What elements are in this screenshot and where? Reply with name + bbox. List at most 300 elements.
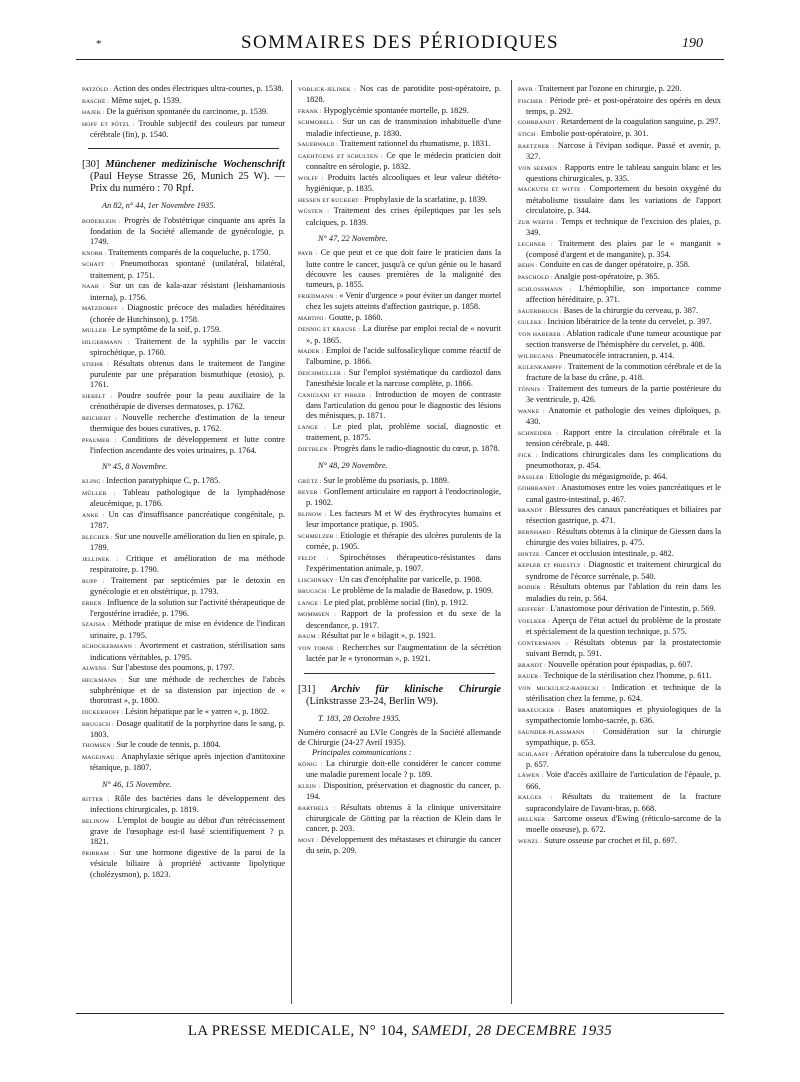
entry-title: Bases de la chirurgie du cerveau, p. 387. (561, 305, 699, 315)
entry-title: Infection paratyphique C, p. 1785. (104, 476, 221, 486)
entry-author: BRUGSCH : (298, 589, 330, 596)
list-item (298, 444, 501, 455)
list-item (518, 141, 721, 163)
list-item (298, 346, 501, 368)
entry-author: SCHOCKERMANN : (82, 644, 137, 651)
entry-title: Traitement de la syphilis par le vaccin spirochétique, p. 1760. (90, 336, 285, 358)
entry-author: VOBLICK-JELINEK : (298, 87, 357, 93)
issue-heading: N° 46, 15 Novembre. (102, 779, 172, 789)
entry-author: ZUR WERTH : (518, 219, 558, 226)
entry-title: Période pré- et post-opératoire des opérés en deux temps, p. 292. (526, 95, 721, 116)
entry-title: Action des ondes électriques ultra-courtes, p. 1538. (111, 84, 284, 93)
entry-author: HESSEN ET RUCKERT : (298, 197, 363, 204)
entry-title: Analgie post-opératoire, p. 365. (552, 272, 660, 282)
journal-address: (Linkstrasse 23-24, Berlin W9). (306, 695, 439, 707)
entry-title: Traitement des crises épileptiques par les sels calciques, p. 1839. (306, 206, 501, 227)
list-item (82, 84, 285, 95)
entry-title: Influence de la solution sur l'activité thérapeutique de l'ergostérine irradiée, p. 1796. (90, 597, 285, 618)
entry-author: MOMMSEN : (298, 612, 336, 619)
entry-author: WENZL : (518, 839, 543, 846)
list-item (82, 675, 285, 707)
entry-author: SCHMELZER : (298, 533, 338, 540)
entry-author: BEHN : (518, 263, 538, 270)
entry-author: BASCHÉ : (82, 98, 110, 105)
entry-title: Introduction de moyen de contraste dans l'articulation du genou pour le diagnostic des lésions des ménisques, p. 1871. (306, 389, 501, 421)
entry-author: MÜLLER : (82, 491, 116, 498)
entry-title: Sur le coude de tennis, p. 1804. (114, 740, 221, 750)
entry-author: CANIGIANI ET PIRKER : (298, 392, 372, 399)
entry-title: Temps et technique de l'excision des plaies, p. 349. (526, 216, 721, 237)
entry-author: BAETZNER : (518, 143, 555, 150)
entry-title: Etiologie et thérapie des ulcères purulents de la cornée, p. 1905. (306, 530, 501, 552)
entry-author: SCHMORELL : (298, 120, 339, 127)
issue-heading: N° 45, 8 Novembre. (102, 462, 168, 472)
entry-author: PAYR : (518, 87, 537, 93)
entry-author: VON SEEMEN : (518, 165, 562, 172)
entry-author: SIEBELT : (82, 393, 113, 400)
entry-title: Narcose à l'évipan sodique. Passé et avenir, p. 327. (526, 140, 721, 161)
entry-title: Gonflement articulaire en rapport à l'endocrinologie, p. 1902. (306, 487, 501, 508)
entry-author: ALWENS : (82, 666, 110, 673)
entry-author: GAEHTGENS ET SCHULTEN : (298, 153, 383, 160)
footer-issue: N° 104, (358, 1023, 408, 1039)
entry-title: Traitement de la commotion cérébrale et de la fracture de la base du crâne, p. 418. (526, 362, 721, 383)
entry-author: BLECHER : (82, 534, 113, 541)
entry-author: WANKE : (518, 408, 545, 415)
entry-author: LECHNER : (518, 241, 553, 248)
list-item (518, 129, 721, 140)
entry-title: Aération opératoire dans la tuberculose du genou, p. 657. (526, 748, 721, 769)
page-number: 190 (682, 36, 703, 51)
list-item (82, 510, 285, 532)
list-item (518, 505, 721, 527)
list-item (518, 604, 721, 615)
list-item (82, 248, 285, 259)
entry-author: FICK : (518, 452, 538, 459)
list-item (82, 663, 285, 674)
list-item (518, 792, 721, 814)
list-item (298, 643, 501, 665)
list-item (298, 759, 501, 781)
list-item (298, 803, 501, 835)
entry-title: Diagnostic précoce des maladies héréditaires (chorée de Hutchinson), p. 1758. (90, 303, 285, 324)
list-item (82, 391, 285, 413)
list-item (298, 84, 501, 106)
list-item (298, 422, 501, 444)
entry-list (82, 216, 285, 457)
list-item (518, 96, 721, 118)
entry-author: VON MICKULICZ-RADECKI : (518, 685, 606, 692)
list-item (518, 472, 721, 483)
list-item (298, 609, 501, 631)
list-item (518, 705, 721, 727)
entry-title: Traitement des tumeurs de la partie postérieure du 3e ventricule, p. 426. (526, 384, 721, 405)
entry-title: Rôle des bactéries dans le développement des infections chirurgicales, p. 1819. (90, 793, 285, 815)
entry-author: BARTHELS : (298, 805, 336, 812)
entry-title: Un cas d'encéphalite par varicelle, p. 1908. (337, 574, 482, 584)
entry-author: BRUGSCH : (82, 721, 114, 728)
entry-title: Anastomoses entre les voies pancréatiques et le canal gastro-intestinal, p. 467. (526, 483, 721, 504)
issue-heading: N° 48, 29 Novembre. (318, 461, 388, 471)
list-item (82, 707, 285, 718)
entry-author: RUPP : (82, 578, 105, 585)
entry-title: Résultats du traitement de la fracture supracondylaire de l'avant-bras, p. 668. (526, 792, 721, 813)
entry-title: Emploi de l'acide sulfosalicylique comme réactif de l'albumine, p. 1866. (306, 346, 501, 367)
entry-title: Cancer et occlusion intestinale, p. 482. (543, 548, 674, 558)
entry-author: GOHRBANDT : (518, 120, 559, 127)
entry-author: BAUM : (298, 634, 320, 641)
entry-author: BRAEUCKER : (518, 707, 561, 714)
footer-day: SAMEDI, (411, 1023, 472, 1039)
entry-author: SEIFFERT : (518, 607, 549, 614)
entry-author: KEPLER ET PRIESTLY : (518, 563, 586, 570)
entry-author: FELDT : (298, 555, 329, 562)
list-item (518, 527, 721, 549)
entry-author: LANGE : (298, 425, 326, 432)
entry-author: SCHATT : (82, 262, 114, 269)
entry-title: Blessures des canaux pancréatiques et biliaires par résection gastrique, p. 471. (526, 505, 721, 526)
entry-title: Rapports entre le tableau sanguin blanc et les questions chirurgicales, p. 335. (526, 162, 721, 183)
entry-author: VOELKER : (518, 618, 550, 625)
footer-date: 28 DECEMBRE 1935 (475, 1023, 613, 1039)
entry-author: FRIEDMANN : (298, 293, 338, 300)
list-item (298, 368, 501, 390)
header-rule (76, 59, 724, 60)
entry-title: Rapport entre la circulation cérébrale et la tension cérébrale, p. 448. (526, 427, 721, 449)
journal-heading-30 (82, 159, 285, 195)
entry-author: GRÜTZ : (298, 478, 322, 485)
column-separator (291, 80, 292, 1004)
entry-title: Suture osseuse par crochet et fil, p. 697. (542, 836, 677, 846)
entry-author: SAUERWALD : (298, 142, 338, 149)
entry-title: Nouvelle opération pour épispadias, p. 607. (545, 659, 693, 669)
list-item (518, 184, 721, 216)
entry-title: Sur le problème du psoriasis, p. 1889. (321, 475, 450, 485)
list-item (518, 351, 721, 362)
list-item (82, 488, 285, 510)
list-item (518, 671, 721, 682)
list-item (82, 303, 285, 325)
entry-title: Sur un cas de kala-azar résistant (leishamaniosis interna), p. 1756. (90, 281, 285, 302)
entry-title: La chirurgie doit-elle considérer le cancer comme une maladie purement locale ? p. 189. (306, 758, 501, 780)
entry-author: KULENKAMPFF : (518, 365, 566, 372)
entry-title: Ce que le médecin praticien doit connaître en sérologie, p. 1832. (306, 150, 501, 172)
list-item (82, 794, 285, 816)
list-item (82, 435, 285, 457)
list-item (298, 781, 501, 803)
entry-author: PAYR : (298, 251, 318, 258)
entry-list (298, 759, 501, 857)
entry-title: Goutte, p. 1860. (326, 312, 383, 322)
entry-author: WILDEGANS : (518, 353, 558, 360)
entry-author: VON TORNE : (298, 645, 339, 652)
entry-author: HECKMANN : (82, 677, 124, 684)
issue-heading: An 82, n° 44, 1er Novembre 1935. (102, 201, 216, 211)
list-item (518, 239, 721, 261)
entry-title: Avortement et castration, stérilisation sans indications véritables, p. 1795. (90, 641, 285, 662)
entry-title: Conduite en cas de danger opératoire, p. 358. (537, 260, 690, 270)
footer-rule (76, 1013, 724, 1014)
list-item (82, 281, 285, 303)
entry-title: Traitement rationnel du rhumatisme, p. 1831. (337, 139, 491, 149)
entry-title: Sur l'emploi systématique du cardiozol dans l'anesthésie locale et la narcose complète, p. 1866. (306, 367, 501, 389)
entry-list (518, 84, 721, 847)
entry-title: Poudre soufrée pour la peau auxiliaire de la crénothérapie de diverses dermatoses, p. 1762. (90, 390, 285, 412)
list-item (298, 195, 501, 206)
entry-title: Résultats obtenus à la clinique universitaire chirurgicale de Götting par la réaction de Klein dans le cancer, p. 203. (306, 802, 501, 834)
entry-title: Trouble subjectif des couleurs par tumeur cérébrale (fin), p. 1540. (90, 118, 285, 140)
list-item (298, 106, 501, 117)
list-item (518, 317, 721, 328)
entry-title: Diagnostic et traitement chirurgical du syndrome de l'écorce surrénale, p. 540. (526, 560, 721, 581)
journal-title: Münchener medizinische Wochenschrift (105, 159, 285, 171)
entry-author: MATZDORFF : (82, 306, 124, 313)
entry-title: Nos cas de parotidite post-opératoire, p. 1828. (306, 84, 501, 105)
entry-author: SCHLOSSMANN : (518, 286, 572, 293)
entry-title: Le pied plat, problème social (fin), p. 1912. (321, 597, 469, 607)
entry-author: BRANDT : (518, 662, 546, 669)
entry-title: L'emploi de bougie au début d'un rétrécissement grave de l'œsophage est-il basé scientifiquement ? p. 1821. (90, 815, 285, 847)
entry-author: JELLINEK : (82, 556, 119, 563)
entry-title: Anaphylaxie sérique après injection d'antitoxine tétanique, p. 1807. (90, 752, 285, 773)
list-item (518, 770, 721, 792)
list-item (518, 638, 721, 660)
entry-title: Résultat par le « bilagit », p. 1921. (319, 631, 437, 641)
list-item (82, 576, 285, 598)
list-item (82, 259, 285, 281)
entry-author: RITTER : (82, 796, 110, 803)
list-item (518, 84, 721, 95)
entry-title: Pneumatocèle intracranien, p. 414. (557, 350, 675, 360)
entry-title: Traitements comparés de la coqueluche, p. 1750. (106, 247, 271, 257)
entry-author: BEYER : (298, 490, 322, 497)
journal-number: [31] (298, 683, 316, 695)
entry-author: VON HABERER : (518, 331, 565, 338)
entry-list (82, 794, 285, 880)
entry-title: Prophylaxie de la scarlatine, p. 1839. (362, 194, 488, 204)
list-item (298, 390, 501, 422)
list-item (298, 324, 501, 346)
entry-author: BAUER : (518, 674, 542, 681)
list-item (298, 835, 501, 857)
entry-author: SAUERBRUCH : (518, 308, 562, 315)
entry-author: THOMSEN : (82, 743, 115, 750)
journal-number: [30] (82, 159, 100, 171)
list-item (518, 560, 721, 582)
list-item (298, 248, 501, 290)
entry-title: Embolie post-opératoire, p. 301. (538, 129, 649, 139)
list-item (82, 740, 285, 751)
entry-author: GULEKE : (518, 320, 546, 327)
entry-author: LÄWEN : (518, 773, 544, 780)
entry-title: Tableau pathologique de la lymphadénose aleucémique, p. 1786. (90, 488, 285, 509)
entry-author: NAAB : (82, 284, 105, 291)
footer (76, 1023, 724, 1040)
entry-title: Retardement de la coagulation sanguine, p. 297. (558, 117, 721, 127)
footer-journal: LA PRESSE MEDICALE, (187, 1023, 355, 1039)
list-item (82, 359, 285, 391)
entry-author: HAJEK : (82, 110, 105, 117)
entry-author: BLINOW : (298, 512, 327, 519)
list-item (82, 107, 285, 118)
list-item (518, 727, 721, 749)
entry-author: KLING : (82, 479, 105, 486)
entry-author: SCHLAAFF : (518, 751, 553, 758)
entry-author: HOFF ET PÖTZL : (82, 121, 135, 128)
entry-title: Nouvelle recherche d'estimation de la teneur thermique des boues curatives, p. 1762. (90, 412, 285, 433)
entry-title: Le problème de la maladie de Basedow, p. 1909. (329, 586, 494, 596)
entry-author: WOLFF : (298, 175, 324, 182)
journal-address: (Paul Heyse Strasse 26, Munich 25 W). — Prix du numéro : 70 Rpf. (90, 171, 285, 195)
column-separator (511, 80, 512, 1004)
list-item (518, 117, 721, 128)
entry-author: ANKE : (82, 512, 105, 519)
entry-list (298, 476, 501, 665)
entry-list-continued (298, 84, 501, 228)
list-item (298, 575, 501, 586)
entry-author: LANGE : (298, 600, 322, 607)
entry-title: Hypoglycémie spontanée mortelle, p. 1829. (321, 105, 469, 115)
entry-title: Sur une méthode de recherches de l'abcès subphrénique et de sa distension par injection de « thorotrast », p. 1800. (90, 674, 285, 706)
entry-author: FISCHER : (518, 98, 547, 105)
journal-title: Archiv für klinische Chirurgie (330, 683, 501, 695)
entry-title: Anatomie et pathologie des veines diploïques, p. 430. (526, 405, 721, 427)
entry-title: Disposition, préservation et diagnostic du cancer, p. 194. (306, 780, 501, 801)
column-right (518, 84, 721, 1004)
list-item (298, 117, 501, 139)
list-item (298, 151, 501, 173)
entry-author: HELLNER : (518, 817, 550, 824)
list-item (298, 509, 501, 531)
list-item (82, 719, 285, 741)
list-item (518, 483, 721, 505)
list-item (518, 616, 721, 638)
entry-author: GOHRBANDT : (518, 486, 560, 493)
entry-author: MACKUTH ET WITTE : (518, 187, 586, 194)
issue-heading: T. 183, 28 Octobre 1935. (318, 713, 401, 723)
entry-title: Résultats obtenus par l'ablation du rein dans les maladies du rein, p. 564. (526, 582, 721, 603)
list-item (298, 291, 501, 313)
list-item (82, 119, 285, 141)
entry-author: STICH : (518, 132, 539, 139)
entry-author: BODERLEIN : (82, 218, 121, 225)
entry-author: MARTINI : (298, 315, 327, 322)
entry-title: Incision libératrice de la tente du cervelet, p. 397. (545, 317, 712, 327)
entry-author: DENNIG ET KRAUSE : (298, 327, 361, 334)
list-item (82, 816, 285, 848)
list-item (298, 487, 501, 509)
list-item (518, 836, 721, 847)
list-item (82, 325, 285, 336)
list-item (82, 337, 285, 359)
entry-title: L'anastomose pour dérivation de l'intestin, p. 569. (548, 604, 716, 614)
entry-title: Méthode pratique de mise en évidence de l'indican urinaire, p. 1795. (90, 619, 285, 640)
entry-author: ERBEN : (82, 600, 106, 607)
entry-list-continued (82, 84, 285, 140)
entry-title: Le pied plat, problème social, diagnostic et traitement, p. 1875. (306, 422, 501, 443)
entry-title: Bases anatomiques et physiologiques de la sympathectomie lombo-sacrée, p. 636. (526, 704, 721, 726)
entry-author: MOST : (298, 837, 319, 844)
entry-author: KNORR : (82, 250, 107, 257)
header-ornament: * (96, 38, 102, 50)
entry-author: STIEHR : (82, 361, 109, 368)
principal-communications-label: Principales communications : (312, 748, 412, 758)
entry-title: Résultats obtenus à la clinique de Giessen dans la chirurgie des voies biliaires, p. 475. (526, 527, 721, 548)
issue-heading: N° 47, 22 Novembre. (318, 233, 388, 243)
entry-title: Traitement par l'ozone en chirurgie, p. 220. (536, 84, 682, 93)
entry-title: Progrès dans le radio-diagnostic du cœur, p. 1878. (331, 443, 500, 453)
entry-title: De la guérison spontanée du carcinome, p. 1539. (104, 107, 269, 117)
journal-heading-31 (298, 684, 501, 708)
entry-title: Sarcome osseux d'Ewing (réticulo-sarcome de la moelle osseuse), p. 672. (526, 814, 721, 835)
entry-author: FRANK : (298, 108, 322, 115)
entry-title: Sur une hormone digestive de la paroi de la vésicule biliaire à propriété activante lipolytique (cholézysmon), p. 1823. (90, 848, 285, 879)
list-item (82, 641, 285, 663)
list-item (518, 163, 721, 185)
entry-author: DEICHMÜLLER : (298, 370, 346, 377)
entry-author: KÖNIG : (298, 761, 323, 768)
list-item (518, 284, 721, 306)
list-item (298, 631, 501, 642)
entry-title: Recherches sur l'augmentation de la sécrétion lactée par le « tyronorman », p. 1921. (306, 642, 501, 664)
entry-title: « Venir d'urgence » pour éviter un danger mortel chez les sujets atteints d'affection gastrique, p. 1858. (306, 290, 501, 312)
list-item (518, 814, 721, 836)
list-item (298, 173, 501, 195)
entry-list (298, 248, 501, 455)
list-item (82, 598, 285, 620)
entry-title: Rapport de la profession et du sexe de la descendance, p. 1917. (306, 609, 501, 630)
list-item (298, 598, 501, 609)
entry-author: PATZÖLD : (82, 87, 112, 93)
list-item (82, 554, 285, 576)
entry-author: LISCHINSKY : (298, 577, 338, 584)
list-item (298, 206, 501, 228)
entry-author: REICHERT : (82, 415, 118, 422)
entry-title: Aperçu de l'état actuel du problème de la prostate et spécialement de la question technique, p. 575. (526, 615, 721, 637)
list-item (518, 306, 721, 317)
list-item (298, 531, 501, 553)
entry-title: Ce que peut et ce que doit faire le praticien dans la lutte contre le cancer, jusqu'à ce qu'un génie ou le hasard découvre les causes premières de la malignité des tumeurs, p. 1855. (306, 248, 501, 290)
section-rule (88, 148, 279, 149)
entry-title: Voie d'accès axillaire de l'articulation de l'épaule, p. 666. (526, 770, 721, 791)
entry-author: MAGEINAU : (82, 755, 119, 762)
entry-title: Un cas d'insuffisance pancréatique congénitale, p. 1787. (90, 509, 285, 531)
column-left (82, 84, 285, 1004)
list-item (518, 450, 721, 472)
entry-title: La diurèse par emploi rectal de « novurit », p. 1865. (306, 324, 501, 345)
entry-title: Spirochétoses thérapeutico-résistantes dans l'expérimentation animale, p. 1907. (306, 552, 501, 574)
list-item (518, 329, 721, 351)
list-item (518, 384, 721, 406)
list-item (82, 413, 285, 435)
entry-author: HINTZE : (518, 551, 544, 558)
list-item (298, 586, 501, 597)
entry-title: Produits lactés alcooliques et leur valeur diététo-hygiénique, p. 1835. (306, 172, 501, 194)
list-item (518, 749, 721, 771)
entry-title: Comportement du besoin oxygéné du métabolisme tissulaire dans les variations de l'apport circulatoire, p. 344. (526, 184, 721, 216)
issue-note: Numéro consacré au LVIe Congrès de la Société allemande de Chirurgie (24-27 Avril 1935). (298, 727, 501, 748)
entry-author: BODIER : (518, 585, 546, 592)
list-item (518, 272, 721, 283)
entry-author: WÜSTEN : (298, 209, 330, 216)
entry-title: Traitement des plaies par le « manganit » (composé d'argent et de manganite), p. 354. (526, 238, 721, 259)
entry-title: Ablation radicale d'une tumeur acoustique par section transverse de l'hémisphère du cervelet, p. 408. (526, 328, 721, 349)
entry-author: PFAUMER : (82, 437, 117, 444)
entry-title: Développement des métastases et chirurgie du cancer du sein, p. 209. (306, 834, 501, 856)
entry-title: Résultats obtenus par la prostatectomie suivant Berndt, p. 591. (526, 637, 721, 659)
entry-title: Technique de la stérilisation chez l'homme, p. 611. (541, 671, 712, 681)
entry-author: MULLER : (82, 328, 110, 335)
